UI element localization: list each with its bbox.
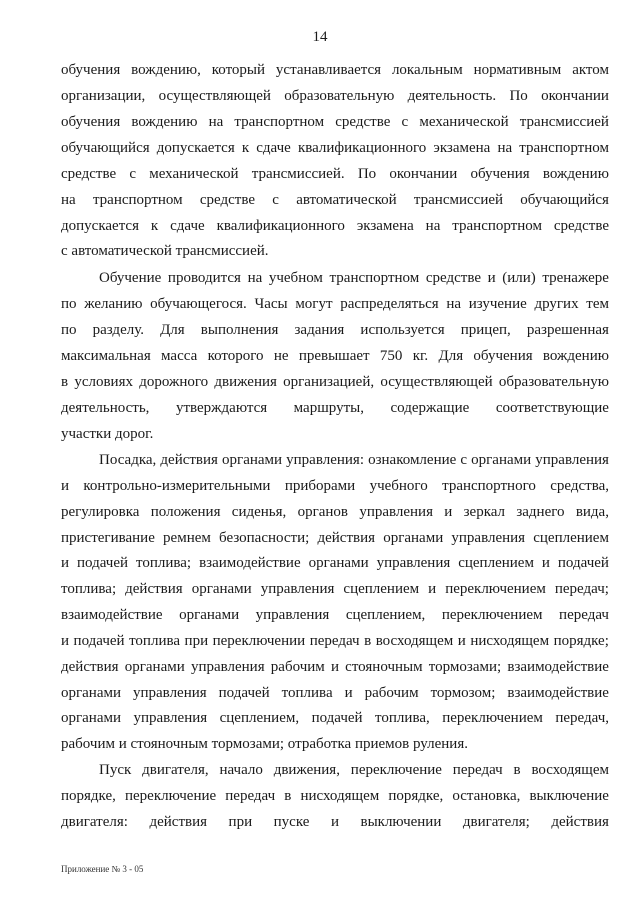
word: к: [241, 140, 250, 156]
word: других: [534, 296, 579, 312]
word: ознакомление: [368, 452, 457, 468]
text-line: [61, 812, 609, 832]
word: тем: [586, 296, 609, 312]
word: рабочим: [364, 685, 419, 701]
word: вождению,: [131, 62, 201, 78]
word: и: [444, 504, 453, 520]
word: рабочим: [270, 659, 325, 675]
word: трансмиссией.: [251, 166, 345, 182]
word: органами: [222, 452, 283, 468]
word: трансмиссией: [519, 114, 609, 130]
word: средстве: [199, 192, 256, 208]
word: управления: [133, 710, 208, 726]
word: обучающийся: [520, 192, 609, 208]
word: передач,: [555, 710, 609, 726]
footer-attachment-label: Приложение № 3 - 05: [61, 864, 144, 874]
word: сдаче: [256, 140, 291, 156]
word: топлива: [281, 685, 333, 701]
text-line: [61, 502, 609, 522]
word: действия: [125, 581, 183, 597]
word: обучения: [61, 62, 121, 78]
word: взаимодействие: [507, 685, 609, 701]
word: топлива: [129, 633, 181, 649]
word: разрешенная: [526, 322, 609, 338]
word: маршруты,: [293, 400, 364, 416]
word: начало: [219, 762, 263, 778]
word: задания: [294, 322, 345, 338]
word: 750: [379, 348, 403, 364]
word: вождению: [131, 114, 198, 130]
word: управления: [359, 504, 433, 520]
word: и: [61, 478, 70, 494]
word: органами: [124, 659, 185, 675]
word: порядке,: [388, 788, 444, 804]
word: учебном: [268, 270, 323, 286]
word: положения: [150, 504, 221, 520]
word: сцеплением,: [345, 607, 426, 623]
word: переключением: [445, 581, 546, 597]
word: с: [272, 192, 279, 208]
word: порядке;: [553, 633, 609, 649]
word: и: [330, 659, 339, 675]
word: и: [428, 581, 437, 597]
word: сдаче: [170, 218, 205, 234]
word: двигателя:: [61, 814, 128, 830]
word: допускается: [61, 218, 139, 234]
word: действия: [149, 814, 208, 830]
word: превышает: [298, 348, 370, 364]
word: заднего: [516, 504, 565, 520]
word: действия: [61, 659, 119, 675]
word: квалификационного: [297, 140, 427, 156]
word: переключением: [442, 710, 543, 726]
word: подачей: [77, 555, 129, 571]
text-line: [61, 190, 609, 210]
word: вождению: [542, 166, 609, 182]
text-line: [61, 579, 609, 599]
word: сцеплением: [458, 555, 534, 571]
word: организации,: [61, 88, 146, 104]
word: органами: [179, 607, 240, 623]
word: содержащие: [390, 400, 470, 416]
word: образовательную: [498, 374, 609, 390]
word: сиденья,: [231, 504, 287, 520]
word: движения: [214, 374, 277, 390]
word: транспортном: [329, 270, 420, 286]
word: по: [61, 296, 77, 312]
word: нисходящем: [300, 788, 380, 804]
word: квалификационного: [216, 218, 345, 234]
word: с: [460, 452, 468, 468]
word: утверждаются: [175, 400, 268, 416]
word: обучающегося.: [150, 296, 247, 312]
word: обучающийся: [61, 140, 150, 156]
word: и: [61, 555, 70, 571]
text-line: [61, 86, 609, 106]
word: на: [425, 218, 441, 234]
word: на: [247, 270, 263, 286]
word: образовательную: [284, 88, 395, 104]
word: сцеплением,: [219, 710, 300, 726]
word: экзамена: [356, 218, 414, 234]
word: органов: [297, 504, 349, 520]
text-line: [61, 683, 609, 703]
word: и: [61, 633, 70, 649]
word: Посадка,: [99, 452, 157, 468]
word: безопасности;: [219, 530, 310, 546]
word: управления: [133, 685, 207, 701]
page-number: 14: [312, 29, 328, 45]
word: и: [487, 270, 496, 286]
text-line: [61, 528, 609, 548]
word: подачей: [557, 555, 609, 571]
word: средстве: [425, 270, 481, 286]
word: Обучение: [99, 270, 162, 286]
word: тренажере: [542, 270, 609, 286]
word: переключением: [441, 607, 543, 623]
word: выключении: [360, 814, 442, 830]
word: обучения: [470, 166, 530, 182]
word: По: [357, 166, 377, 182]
word: взаимодействие: [61, 607, 163, 623]
word: которого: [207, 348, 264, 364]
word: осуществляющей: [380, 374, 493, 390]
word: передач;: [554, 581, 609, 597]
word: двигателя;: [462, 814, 530, 830]
text-line: участки дорог.: [61, 426, 154, 442]
word: органами: [61, 685, 122, 701]
word: на: [208, 114, 224, 130]
word: тормозом;: [430, 685, 496, 701]
word: транспортном: [234, 114, 325, 130]
word: организацией,: [283, 374, 375, 390]
word: управления: [535, 452, 609, 468]
word: масса: [161, 348, 198, 364]
word: с: [129, 166, 137, 182]
word: подачей: [311, 710, 363, 726]
text-line: [61, 657, 609, 677]
word: максимальная: [61, 348, 151, 364]
text-line: [61, 346, 609, 366]
word: взаимодействие: [507, 659, 609, 675]
word: изучение: [468, 296, 527, 312]
word: переключение: [350, 762, 442, 778]
text-line: [61, 760, 609, 780]
word: в: [513, 762, 521, 778]
text-line: [61, 112, 609, 132]
word: используется: [360, 322, 445, 338]
text-line: [61, 320, 609, 340]
word: передач: [559, 607, 609, 623]
word: при: [228, 814, 253, 830]
word: Часы: [254, 296, 288, 312]
word: движения,: [273, 762, 340, 778]
word: передач: [309, 633, 360, 649]
word: распределяться: [340, 296, 439, 312]
word: управления: [255, 607, 330, 623]
word: контрольно-измерительными: [83, 478, 271, 494]
word: соответствующие: [495, 400, 609, 416]
word: автоматической: [296, 192, 397, 208]
word: топлива;: [61, 581, 117, 597]
word: проводится: [167, 270, 241, 286]
word: транспортном: [452, 218, 542, 234]
word: действия: [551, 814, 609, 830]
word: приборами: [284, 478, 356, 494]
word: и: [457, 633, 466, 649]
word: и: [541, 555, 550, 571]
word: взаимодействие: [199, 555, 301, 571]
word: дорожного: [139, 374, 209, 390]
word: органами: [308, 555, 369, 571]
text-line: [61, 138, 609, 158]
word: регулировка: [61, 504, 140, 520]
word: и: [330, 814, 339, 830]
word: зеркал: [463, 504, 506, 520]
word: управления: [260, 581, 335, 597]
text-line: рабочим и стояночным тормозами; отработка приемов руления.: [61, 736, 468, 752]
word: стояночным: [345, 659, 423, 675]
word: на: [497, 140, 513, 156]
word: топлива;: [135, 555, 192, 571]
word: выключение: [529, 788, 609, 804]
word: пристегивание: [61, 530, 155, 546]
word: восходящем: [531, 762, 609, 778]
word: средстве: [553, 218, 609, 234]
word: не: [273, 348, 289, 364]
word: обучения: [61, 114, 121, 130]
word: управления: [376, 555, 451, 571]
word: (или): [502, 270, 536, 286]
word: органами: [61, 710, 122, 726]
word: передач: [225, 788, 276, 804]
word: экзамена: [433, 140, 491, 156]
text-line: [61, 294, 609, 314]
word: допускается: [156, 140, 235, 156]
word: вождению: [542, 348, 609, 364]
word: актом: [572, 62, 609, 78]
word: действия: [160, 452, 218, 468]
text-line: [61, 216, 609, 236]
word: вида,: [575, 504, 609, 520]
text-line: [61, 268, 609, 288]
text-line: [61, 553, 609, 573]
word: деятельность.: [407, 88, 497, 104]
word: желанию: [84, 296, 143, 312]
text-line: [61, 398, 609, 418]
word: на: [61, 192, 76, 208]
word: нормативным: [473, 62, 562, 78]
word: с: [401, 114, 409, 130]
word: средстве: [335, 114, 391, 130]
text-line: [61, 164, 609, 184]
word: в: [364, 633, 372, 649]
word: Для: [160, 322, 185, 338]
word: который: [211, 62, 266, 78]
word: транспортном: [519, 140, 609, 156]
word: тормозами;: [428, 659, 502, 675]
word: в: [61, 374, 69, 390]
word: по: [61, 322, 77, 338]
word: средстве: [61, 166, 117, 182]
word: топлива,: [375, 710, 430, 726]
word: прицеп,: [460, 322, 511, 338]
word: пуске: [273, 814, 310, 830]
word: устанавливается: [275, 62, 382, 78]
word: могут: [295, 296, 333, 312]
word: управления:: [286, 452, 364, 468]
word: локальным: [391, 62, 463, 78]
word: механической: [149, 166, 239, 182]
word: трансмиссией: [413, 192, 504, 208]
word: окончании: [389, 166, 458, 182]
word: деятельность,: [61, 400, 150, 416]
word: По: [509, 88, 528, 104]
word: при: [184, 633, 209, 649]
word: остановка,: [452, 788, 521, 804]
word: средства,: [550, 478, 609, 494]
word: выполнения: [200, 322, 279, 338]
word: условиях: [74, 374, 133, 390]
text-line: [61, 631, 609, 651]
word: Пуск: [99, 762, 132, 778]
word: двигателя,: [142, 762, 209, 778]
word: транспортного: [442, 478, 536, 494]
word: разделу.: [92, 322, 144, 338]
word: учебного: [369, 478, 428, 494]
word: к: [150, 218, 159, 234]
word: ремнем: [163, 530, 211, 546]
text-line: [61, 450, 609, 470]
word: органами: [383, 530, 444, 546]
word: сцеплением: [533, 530, 609, 546]
word: осуществляющей: [158, 88, 271, 104]
word: управления: [451, 530, 526, 546]
text-line: [61, 372, 609, 392]
word: сцеплением: [343, 581, 420, 597]
word: передач: [452, 762, 503, 778]
word: управления: [190, 659, 265, 675]
word: на: [446, 296, 462, 312]
word: переключение: [125, 788, 217, 804]
word: органами: [471, 452, 532, 468]
word: органами: [191, 581, 252, 597]
word: обучения: [473, 348, 533, 364]
text-line: с автоматической трансмиссией.: [61, 243, 269, 259]
word: нисходящем: [470, 633, 550, 649]
word: действия: [317, 530, 376, 546]
text-line: [61, 60, 609, 80]
word: в: [284, 788, 292, 804]
word: порядке,: [61, 788, 116, 804]
word: и: [344, 685, 353, 701]
word: подачей: [218, 685, 270, 701]
text-line: [61, 476, 609, 496]
word: Для: [438, 348, 464, 364]
word: кг.: [412, 348, 429, 364]
text-line: [61, 605, 609, 625]
text-line: [61, 708, 609, 728]
text-line: [61, 786, 609, 806]
word: транспортном: [92, 192, 183, 208]
word: механической: [419, 114, 509, 130]
word: подачей: [73, 633, 125, 649]
word: окончании: [541, 88, 609, 104]
word: переключении: [212, 633, 306, 649]
word: восходящем: [375, 633, 454, 649]
